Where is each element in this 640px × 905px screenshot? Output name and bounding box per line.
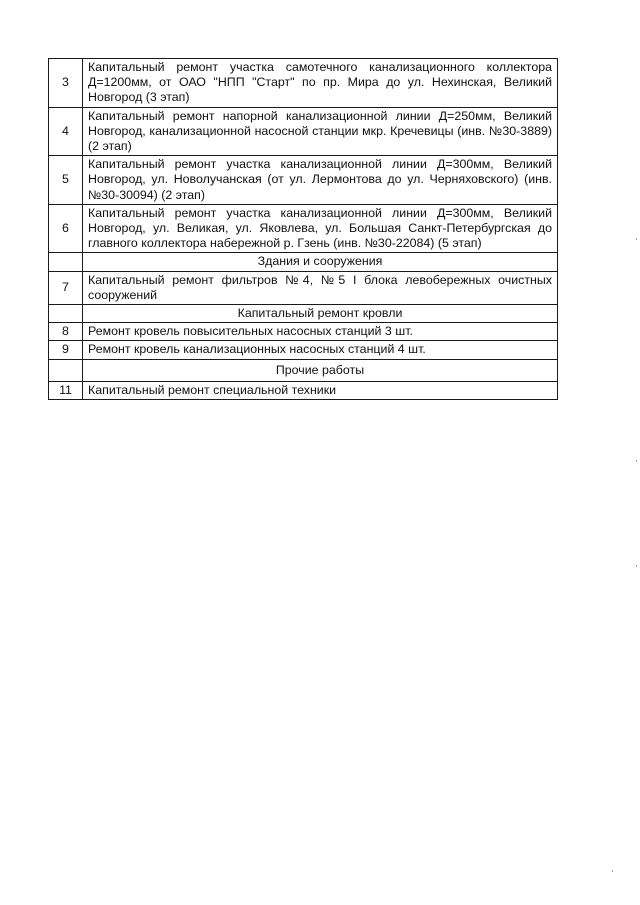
row-number: 5 bbox=[49, 156, 83, 205]
table-row bbox=[49, 341, 558, 359]
row-description: Капитальный ремонт участка канализационной линии Д=300мм, Великий Новгород, ул. Великая, ул. Яковлева, ул. Большая Санкт-Петербургская до главного коллектора набережной р. Гзень (инв. №30-22084) (5 этап) bbox=[83, 204, 558, 253]
works-table bbox=[48, 58, 558, 400]
section-row bbox=[49, 359, 558, 381]
scan-speck bbox=[612, 870, 613, 872]
section-row bbox=[49, 305, 558, 323]
section-title: Здания и сооружения bbox=[83, 253, 558, 271]
document-page bbox=[48, 58, 558, 400]
scan-speck bbox=[636, 565, 637, 567]
row-description: Капитальный ремонт фильтров №4, №5 I блока левобережных очистных сооружений bbox=[83, 271, 558, 304]
row-description: Ремонт кровель канализационных насосных станций 4 шт. bbox=[83, 341, 558, 359]
scan-speck bbox=[636, 238, 637, 240]
table-row bbox=[49, 323, 558, 341]
row-number: 11 bbox=[49, 381, 83, 399]
row-description: Капитальный ремонт участка самотечного канализационного коллектора Д=1200мм, от ОАО "НПП "Старт" по пр. Мира до ул. Нехинская, Великий Новгород (3 этап) bbox=[83, 59, 558, 108]
row-number: 6 bbox=[49, 204, 83, 253]
row-description: Капитальный ремонт участка канализационной линии Д=300мм, Великий Новгород, ул. Новолучанская (от ул. Лермонтова до ул. Черняховского) (инв. №30-30094) (2 этап) bbox=[83, 156, 558, 205]
row-number bbox=[49, 359, 83, 381]
section-row bbox=[49, 253, 558, 271]
row-number: 8 bbox=[49, 323, 83, 341]
row-number: 9 bbox=[49, 341, 83, 359]
row-description: Капитальный ремонт напорной канализационной линии Д=250мм, Великий Новгород, канализационной насосной станции мкр. Кречевицы (инв. №30-3889) (2 этап) bbox=[83, 107, 558, 156]
section-title: Капитальный ремонт кровли bbox=[83, 305, 558, 323]
row-number bbox=[49, 305, 83, 323]
row-number: 3 bbox=[49, 59, 83, 108]
row-number bbox=[49, 253, 83, 271]
table-row bbox=[49, 381, 558, 399]
row-description: Ремонт кровель повысительных насосных станций 3 шт. bbox=[83, 323, 558, 341]
table-row bbox=[49, 156, 558, 205]
table-row bbox=[49, 59, 558, 108]
scan-speck bbox=[636, 460, 637, 462]
table-row bbox=[49, 204, 558, 253]
table-row bbox=[49, 271, 558, 304]
row-description: Капитальный ремонт специальной техники bbox=[83, 381, 558, 399]
row-number: 7 bbox=[49, 271, 83, 304]
section-title: Прочие работы bbox=[83, 359, 558, 381]
table-row bbox=[49, 107, 558, 156]
row-number: 4 bbox=[49, 107, 83, 156]
